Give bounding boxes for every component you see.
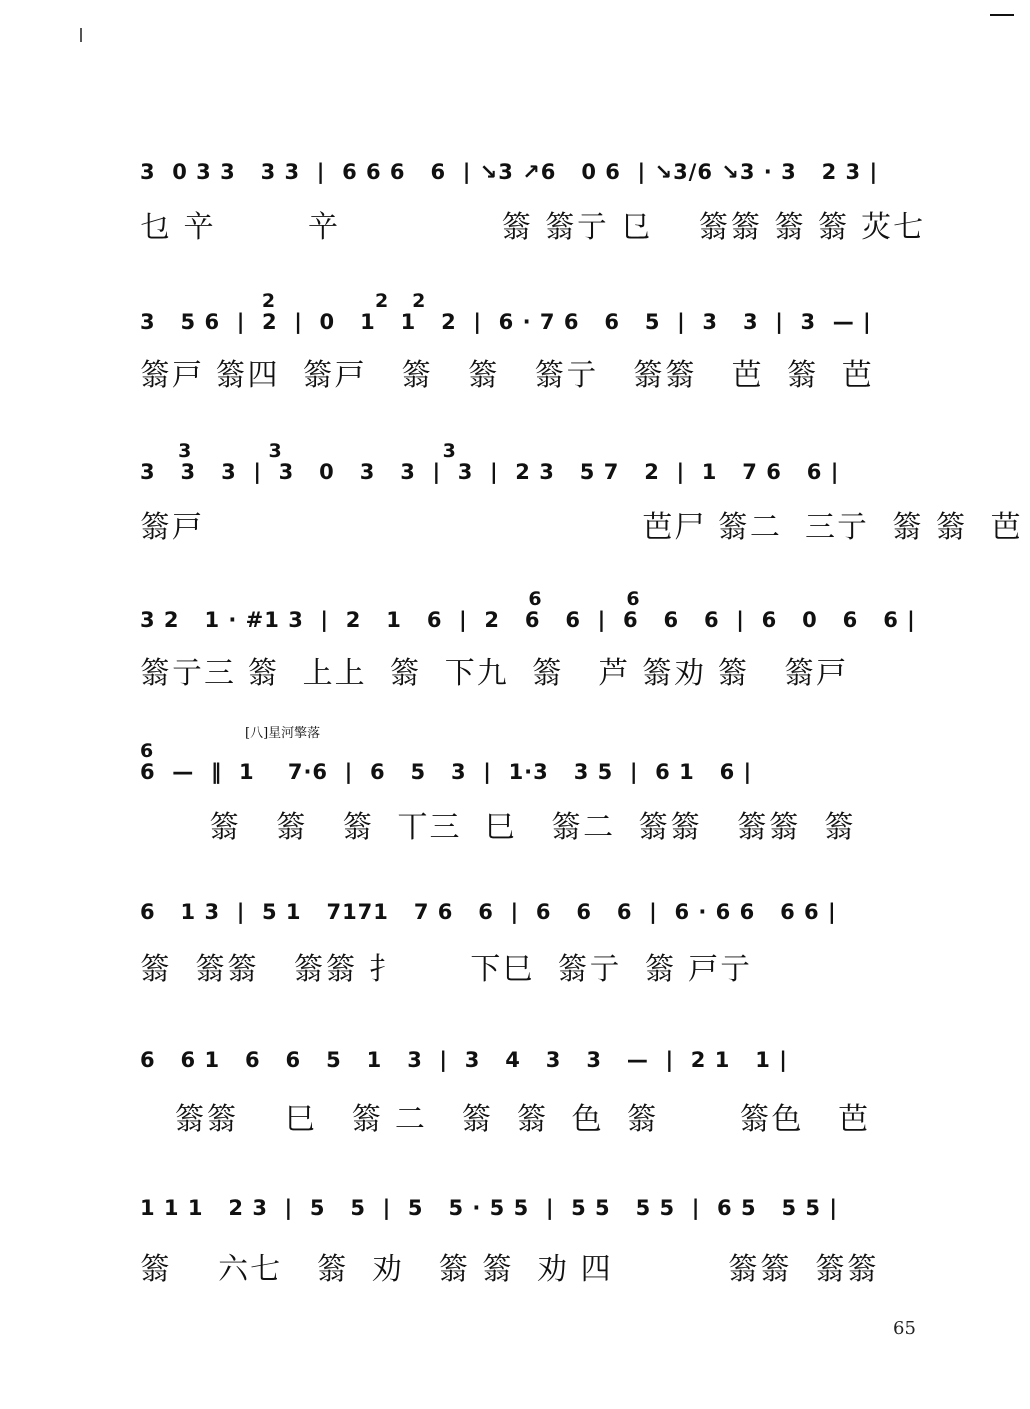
notation-line: 3 5 6 | 2 | 0 1 1 2 | 6 · 7 6 6 5 | 3 3 | 3 — |: [140, 310, 872, 334]
score-system-6: [140, 900, 930, 990]
corner-mark: [990, 14, 1014, 16]
score-system-2: [140, 290, 930, 400]
score-system-8: [140, 1196, 930, 1291]
jianzi-line: 䈵 䈵 䈵 丅三 巳 䈵二 䈵䈵 䈵䈵 䈵: [140, 810, 856, 845]
notation-line: 3 0 3 3 3 3 | 6 6 6 6 | ↘3 ↗6 0 6 | ↘3/6 ↘3 · 3 2 3 |: [140, 160, 879, 184]
jianzi-line: 䈵䈵 巳 䈵 二 䈵 䈵 色 䈵 䈵色 芭: [140, 1102, 871, 1137]
score-system-5: [140, 722, 930, 847]
page-number: 65: [893, 1318, 916, 1339]
score-system-7: [140, 1048, 930, 1138]
notation-line: 6 1 3 | 5 1 7171 7 6 6 | 6 6 6 | 6 · 6 6 6 6 |: [140, 900, 837, 924]
upper-notes: 3 3 3: [140, 440, 457, 462]
jianzi-line: 䈵戸 䈵四 䈵戸 䈵 䈵 䈵亍 䈵䈵 芭 䈵 芭: [140, 358, 874, 393]
jianzi-line: 乜 䇂 䇂 䈵 䈵亍 㔾 䈵䈵 䈵 䈵 苂七: [140, 210, 926, 245]
upper-notes: 2 2 2: [140, 290, 427, 312]
jianzi-line: 䈵 䈵䈵 䈵䈵 扌 下巳 䈵亍 䈵 戸亍: [140, 952, 753, 987]
upper-notes: 6: [140, 740, 155, 762]
upper-notes: 6 6: [140, 588, 641, 610]
score-system-4: [140, 588, 930, 698]
score-system-1: [140, 160, 930, 250]
notation-line: 6 — ‖ 1 7·6 | 6 5 3 | 1·3 3 5 | 6 1 6 |: [140, 760, 753, 784]
notation-line: 3 3 3 | 3 0 3 3 | 3 | 2 3 5 7 2 | 1 7 6 6 |: [140, 460, 840, 484]
notation-line: 6 6 1 6 6 5 1 3 | 3 4 3 3 — | 2 1 1 |: [140, 1048, 788, 1072]
margin-mark: [80, 28, 82, 42]
notation-line: 3 2 1 · #1 3 | 2 1 6 | 2 6 6 | 6 6 6 | 6 0 6 6 |: [140, 608, 916, 632]
notation-line: 1 1 1 2 3 | 5 5 | 5 5 · 5 5 | 5 5 5 5 | 6 5 5 5 |: [140, 1196, 839, 1220]
jianzi-line: 䈵 六七 䈵 劝 䈵 䈵 劝 四 䈵䈵 䈵䈵: [140, 1252, 880, 1287]
jianzi-line: 䈵亍三 䈵 上上 䈵 下九 䈵 芦 䈵劝 䈵 䈵戸: [140, 656, 849, 691]
section-heading: [八]星河擎落: [245, 726, 321, 741]
jianzi-line: 䈵戸 芭尸 䈵二 三亍 䈵 䈵 芭: [140, 510, 1023, 545]
score-system-3: [140, 440, 1023, 550]
